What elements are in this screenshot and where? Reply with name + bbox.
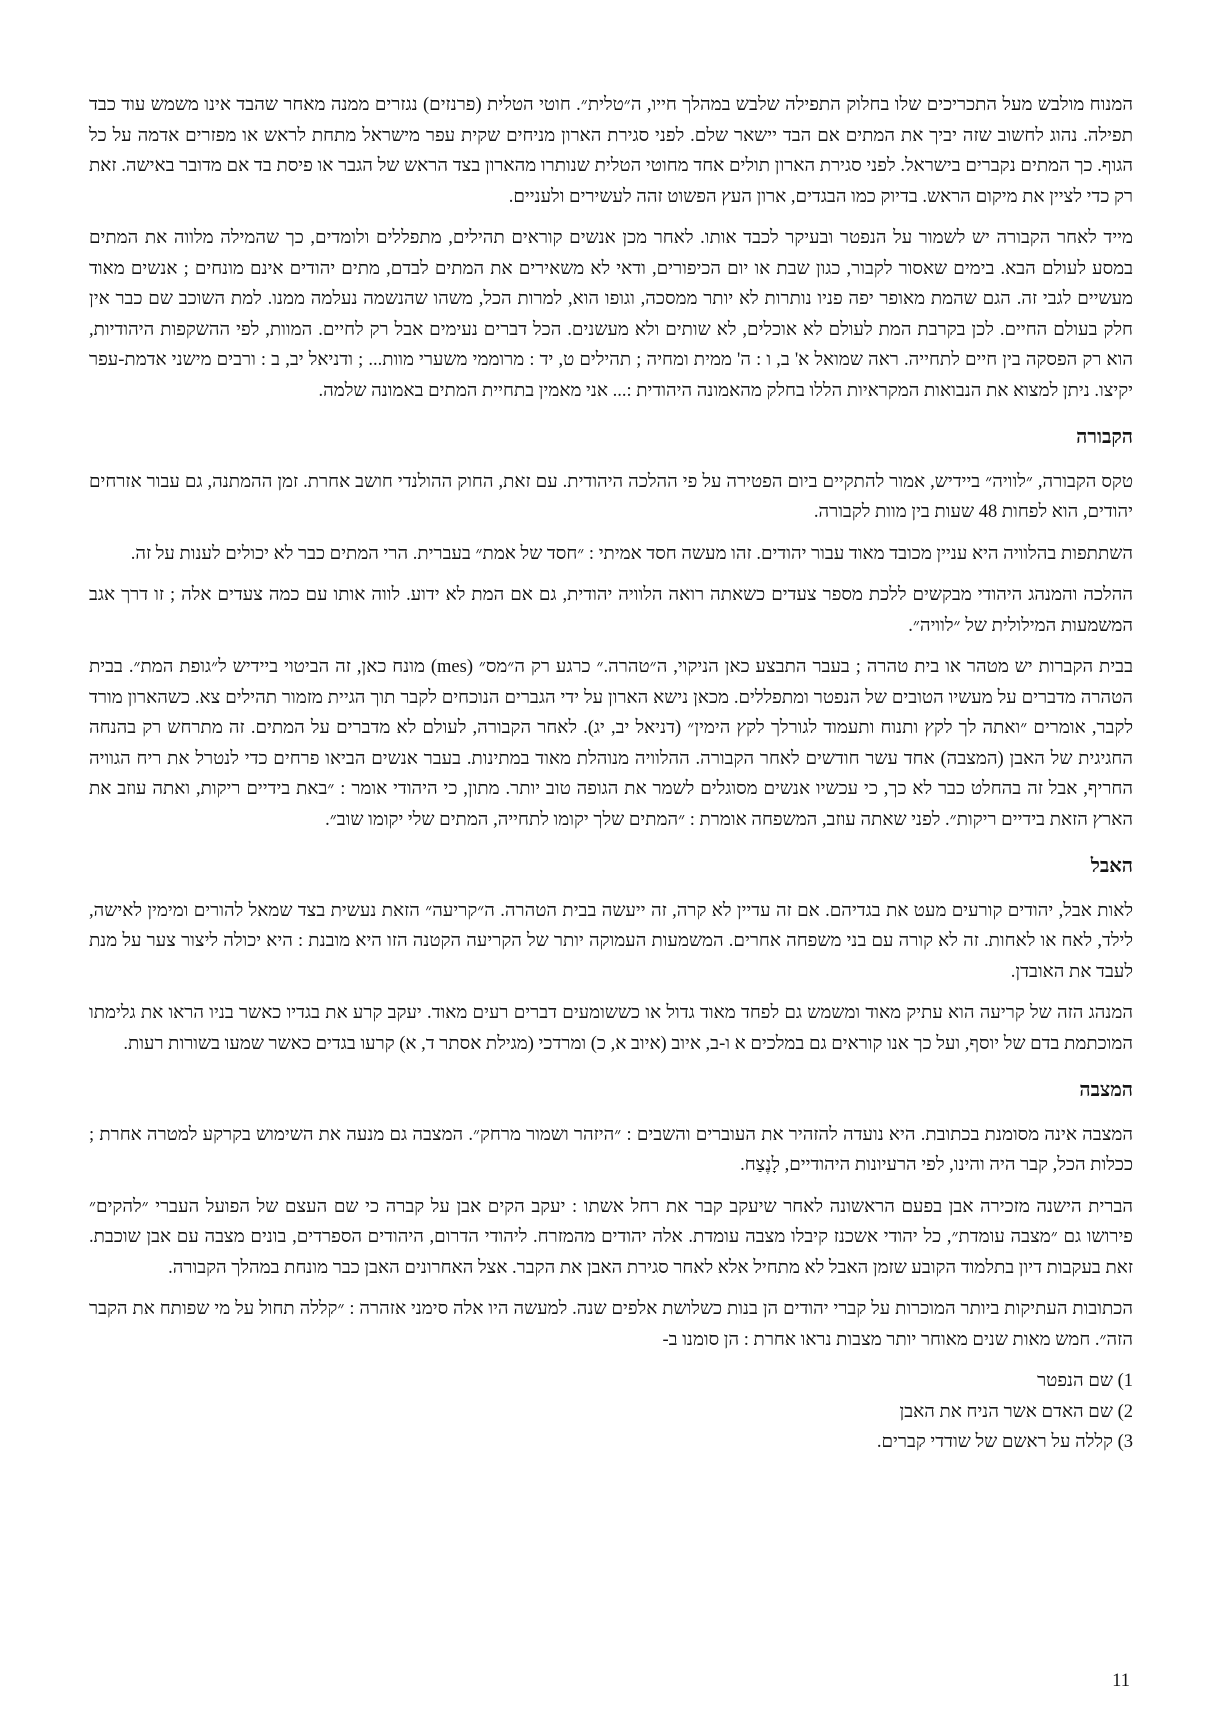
section-heading-burial: הקבורה: [1076, 427, 1133, 448]
paragraph-7: לאות אבל, יהודים קורעים מעט את בגדיהם. אם זה עדיין לא קרה, זה ייעשה בבית הטהרה. ה״קריעה״ הזאת נעשית בצד שמאל להורים ומימין לאישה, לילד, לאח או לאחות. זה לא קורה עם בני משפחה אחרים. המשמעות העמוקה יותר של הקריעה הקטנה הזו היא מובנת : היא יכולה ליצור צער על מנת לעבד את האובדן.: [89, 900, 1133, 982]
paragraph-11: הכתובות העתיקות ביותר המוכרות על קברי יהודים הן בנות כשלושת אלפים שנה. למעשה היו אלה סימני אזהרה : ״קללה תחול על מי שפותח את הקבר הזה״. חמש מאות שנים מאוחר יותר מצבות נראו אחרת : הן סומנו ב-: [89, 1299, 1133, 1350]
list-item-3: 3) קללה על ראשם של שודדי קברים.: [876, 1432, 1133, 1452]
paragraph-6: בבית הקברות יש מטהר או בית טהרה ; בעבר התבצע כאן הניקוי, ה״טהרה.״ כרגע רק ה״מס״ (mes) מונח כאן, זה הביטוי ביידיש ל״גופת המת״. בבית הטהרה מדברים על מעשיו הטובים של הנפטר ומתפללים. מכאן נישא הארון על ידי הגברים הנוכחים לקבר תוך הגיית מזמור תהילים צא. כשהארון מורד לקבר, אומרים ״ואתה לך לקץ ותנוח ותעמוד לגורלך לקץ הימין״ (דניאל יב, יג). לאחר הקבורה, לעולם לא מדברים על המתים. זה מתרחש רק בהנחה החגיגית של האבן (המצבה) אחד עשר חודשים לאחר הקבורה. ההלוויה מנוהלת מאוד במתינות. בעבר אנשים הביאו פרחים כדי לנטרל את ריח הגוויה החריף, אבל זה בהחלט כבר לא כך, כי עכשיו אנשים מסוגלים לשמר את הגופה טוב יותר. מתון, כי היהודי אומר : ״באת בידיים ריקות, ואתה עוזב את הארץ הזאת בידיים ריקות״. לפני שאתה עוזב, המשפחה אומרת : ״המתים שלך יקומו לתחייה, המתים שלי יקומו שוב״.: [89, 657, 1133, 830]
paragraph-3: טקס הקבורה, ״לוויה״ ביידיש, אמור להתקיים ביום הפטירה על פי ההלכה היהודית. עם זאת, החוק ההולנדי חושב אחרת. זמן ההמתנה, גם עבור אזרחים יהודים, הוא לפחות 48 שעות בין מוות לקבורה.: [89, 471, 1133, 522]
page-number: 11: [1112, 1671, 1130, 1691]
document-body: [89, 90, 1133, 1458]
paragraph-4: השתתפות בהלוויה היא עניין מכובד מאוד עבור יהודים. זהו מעשה חסד אמיתי : ״חסד של אמת״ בעברית. הרי המתים כבר לא יכולים לענות על זה.: [130, 543, 1133, 564]
list-item-1: 1) שם הנפטר: [1037, 1371, 1133, 1391]
section-heading-tombstone: המצבה: [1079, 1080, 1133, 1101]
tombstone-inscription-list: [89, 1366, 1133, 1458]
paragraph-8: המנהג הזה של קריעה הוא עתיק מאוד ומשמש גם לפחד מאוד גדול או כששומעים דברים רעים מאוד. יעקב קרע את בגדיו כאשר בניו הראו את גלימתו המוכתמת בדם של יוסף, ועל כך אנו קוראים גם במלכים א ו-ב, איוב (איוב א, כ) ומרדכי (מגילת אסתר ד, א) קרעו בגדים כאשר שמעו בשורות רעות.: [89, 1003, 1133, 1054]
paragraph-10: הברית הישנה מזכירה אבן בפעם הראשונה לאחר שיעקב קבר את רחל אשתו : יעקב הקים אבן על קברה כי שם העצם של הפועל העברי ״להקים״ פירושו גם ״מצבה עומדת״, כל יהודי אשכנז קיבלו מצבה עומדת. אלה יהודים מהמזרח. ליהודי הדרום, היהודים הספרדים, בונים מצבה עם אבן שוכבת. זאת בעקבות דיון בתלמוד הקובע שזמן האבל לא מתחיל אלא לאחר סגירת האבן את הקבר. אצל האחרונים האבן כבר מונחת במהלך הקבורה.: [89, 1196, 1133, 1278]
paragraph-2: מייד לאחר הקבורה יש לשמור על הנפטר ובעיקר לכבד אותו. לאחר מכן אנשים קוראים תהילים, מתפללים ולומדים, כך שהמילה מלווה את המתים במסע לעולם הבא. בימים שאסור לקבור, כגון שבת או יום הכיפורים, ודאי לא משאירים את המתים לבדם, מתים יהודים אינם מונחים ; אנשים מאוד מעשיים לגבי זה. הגם שהמת מאופר יפה פניו נותרות לא יותר ממסכה, וגופו הוא, למרות הכל, משהו שהנשמה נעלמה ממנו. למת השוכב שם כבר אין חלק בעולם החיים. לכן בקרבת המת לעולם לא אוכלים, לא שותים ולא מעשנים. הכל דברים נעימים אבל רק לחיים. המוות, לפי ההשקפות היהודיות, הוא רק הפסקה בין חיים לתחייה. ראה שמואל א' ב, ו : ה' ממית ומחיה ; תהילים ט, יד : מרוממי משערי מוות... ; ודניאל יב, ב : ורבים מישני אדמת-עפר יקיצו. ניתן למצוא את הנבואות המקראיות הללו בחלק מהאמונה היהודית :... אני מאמין בתחיית המתים באמונה שלמה.: [89, 228, 1133, 401]
paragraph-5: ההלכה והמנהג היהודי מבקשים ללכת מספר צעדים כשאתה רואה הלוויה יהודית, גם אם המת לא ידוע. לווה אותו עם כמה צעדים אלה ; זו דרך אגב המשמעות המילולית של ״לוויה״.: [89, 585, 1133, 636]
paragraph-1: המנוח מולבש מעל התכריכים שלו בחלוק התפילה שלבש במהלך חייו, ה״טלית״. חוטי הטלית (פרנזים) נגזרים ממנה מאחר שהבד אינו משמש עוד כבד תפילה. נהוג לחשוב שזה יביך את המתים אם הבד יישאר שלם. לפני סגירת הארון מניחים שקית עפר מישראל מתחת לראש או מפזרים אדמה על כל הגוף. כך המתים נקברים בישראל. לפני סגירת הארון תולים אחד מחוטי הטלית שנותרו מהארון בצד הראש של הגבר או פיסת בד אם מדובר באישה. זאת רק כדי לציין את מיקום הראש. בדיוק כמו הבגדים, ארון העץ הפשוט זהה לעשירים ולעניים.: [89, 95, 1133, 207]
section-heading-mourning: האבל: [1090, 856, 1133, 877]
paragraph-9: המצבה אינה מסומנת בכתובת. היא נועדה להזהיר את העוברים והשבים : ״היזהר ושמור מרחק״. המצבה גם מנעה את השימוש בקרקע למטרה אחרת ; ככלות הכל, קבר היה והינו, לפי הרעיונות היהודיים, לָנֶצַח.: [89, 1124, 1133, 1175]
list-item-2: 2) שם האדם אשר הניח את האבן: [899, 1401, 1133, 1422]
